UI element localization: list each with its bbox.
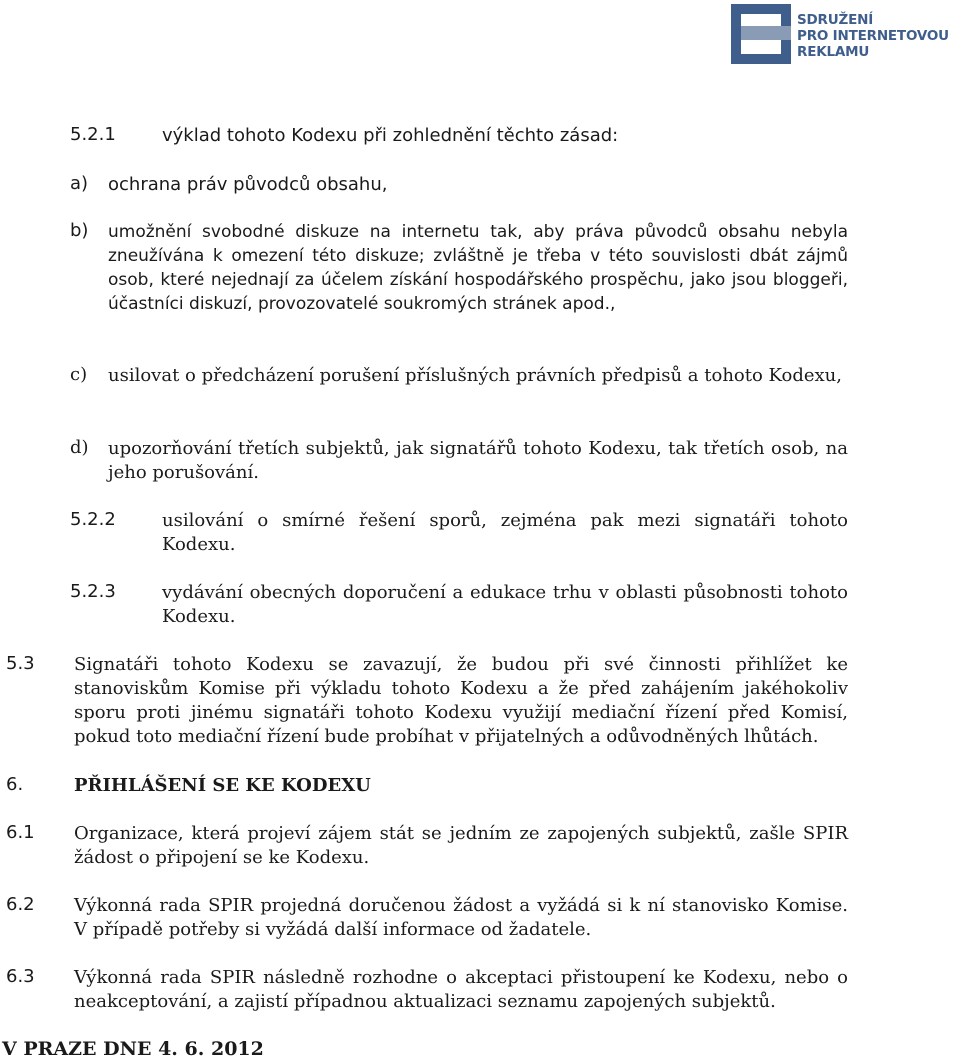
item-letter: d)	[70, 437, 89, 458]
chapter-title: PŘIHLÁŠENÍ SE KE KODEXU	[74, 775, 371, 796]
section-number: 5.2.1	[70, 124, 116, 145]
section-number: 5.3	[6, 653, 35, 674]
section-number: 5.2.2	[70, 509, 116, 530]
chapter-number: 6.	[6, 774, 24, 795]
logo-line-2: PRO INTERNETOVOU	[797, 28, 949, 44]
logo-line-1: SDRUŽENÍ	[797, 12, 874, 28]
item-letter: b)	[70, 220, 89, 241]
item-letter: c)	[70, 364, 88, 385]
section-text: Organizace, která projeví zájem stát se jedním ze zapojených subjektů, zašle SPIR žádost o připojení se ke Kodexu.	[74, 823, 848, 868]
section-number: 6.2	[6, 894, 35, 915]
section-text: vydávání obecných doporučení a edukace trhu v oblasti působnosti tohoto Kodexu.	[162, 582, 848, 627]
section-number: 6.1	[6, 822, 35, 843]
date-text: V PRAZE DNE 4. 6. 2012	[2, 1038, 264, 1060]
spir-logo-mark-icon	[731, 4, 791, 64]
section-text: usilování o smírné řešení sporů, zejména pak mezi signatáři tohoto Kodexu.	[162, 510, 848, 555]
item-letter: a)	[70, 173, 89, 194]
item-text: umožnění svobodné diskuze na internetu tak, aby práva původců obsahu nebyla zneužívána k omezení této diskuze; zvláštně je třeba v této souvislosti dbát zájmů osob, které nejednají za účelem získání hospodářského prospěchu, jako jsou bloggeři, účastníci diskuzí, provozovatelé soukromých stránek apod.,	[108, 222, 848, 314]
spir-logo	[731, 4, 960, 64]
section-text: výklad tohoto Kodexu při zohlednění těchto zásad:	[162, 125, 619, 146]
item-text: ochrana práv původců obsahu,	[108, 174, 388, 195]
section-text: Výkonná rada SPIR projedná doručenou žádost a vyžádá si k ní stanovisko Komise. V případě potřeby si vyžádá další informace od žadatele.	[74, 895, 848, 940]
section-number: 5.2.3	[70, 581, 116, 602]
spir-logo-text	[797, 12, 949, 60]
section-number: 6.3	[6, 966, 35, 987]
section-text: Signatáři tohoto Kodexu se zavazují, že budou při své činnosti přihlížet ke stanoviskům Komise při výkladu tohoto Kodexu a že před zahájením jakéhokoliv sporu proti jinému signatáři tohoto Kodexu využijí mediační řízení před Komisí, pokud toto mediační řízení bude probíhat v přijatelných a odůvodněných lhůtách.	[74, 654, 848, 747]
section-text: Výkonná rada SPIR následně rozhodne o akceptaci přistoupení ke Kodexu, nebo o neakceptování, a zajistí případnou aktualizaci seznamu zapojených subjektů.	[74, 967, 848, 1012]
item-text: upozorňování třetích subjektů, jak signatářů tohoto Kodexu, tak třetích osob, na jeho porušování.	[108, 438, 848, 483]
logo-line-3: REKLAMU	[797, 44, 870, 60]
item-text: usilovat o předcházení porušení příslušných právních předpisů a tohoto Kodexu,	[108, 365, 842, 386]
